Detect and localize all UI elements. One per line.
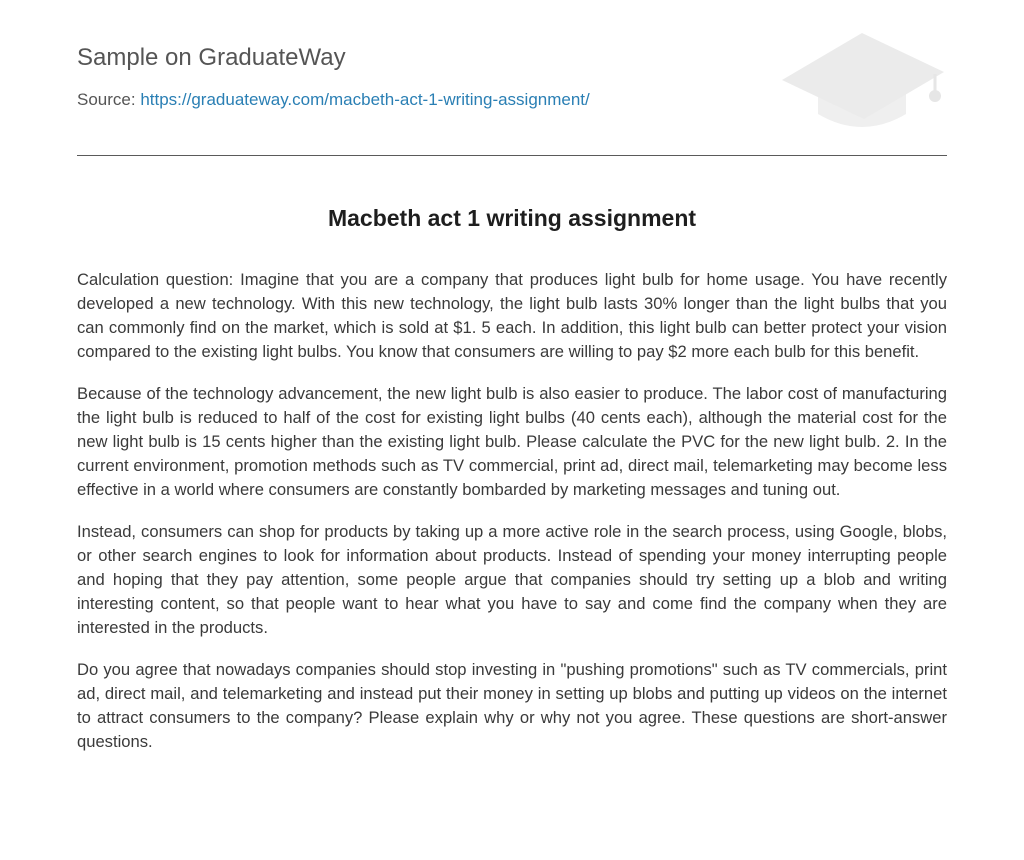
- source-line: [77, 90, 590, 110]
- page-header: [77, 0, 947, 156]
- graduation-cap-icon: [780, 30, 946, 132]
- document-title: Macbeth act 1 writing assignment: [327, 205, 697, 231]
- document-body: [77, 268, 947, 772]
- paragraph: Calculation question: Imagine that you are a company that produces light bulb for home usage. You have recently developed a new technology. With this new technology, the light bulb lasts 30% longer than the light bulbs that you can commonly find on the market, which is sold at $1. 5 each. In addition, this light bulb can better protect your vision compared to the existing light bulbs. You know that consumers are willing to pay $2 more each bulb for this benefit.: [77, 270, 947, 361]
- paragraph: Instead, consumers can shop for products by taking up a more active role in the search process, using Google, blobs, or other search engines to look for information about products. Instead of spending your money interrupting people and hoping that they pay attention, some people argue that companies should try setting up a blob and writing interesting content, so that people want to hear what you have to say and come find the company when they are interested in the products.: [77, 522, 947, 637]
- paragraph: Do you agree that nowadays companies should stop investing in "pushing promotions" such as TV commercials, print ad, direct mail, and telemarketing and instead put their money in setting up blobs and putting up videos on the internet to attract consumers to the company? Please explain why or why not you agree. These questions are short-answer questions.: [77, 660, 947, 751]
- site-title: Sample on GraduateWay: [77, 44, 346, 71]
- source-label: Source:: [77, 90, 136, 109]
- source-link[interactable]: https://graduateway.com/macbeth-act-1-writing-assignment/: [140, 90, 590, 109]
- header-divider: [77, 155, 947, 156]
- paragraph: Because of the technology advancement, the new light bulb is also easier to produce. The labor cost of manufacturing the light bulb is reduced to half of the cost for existing light bulbs (40 cents each), although the material cost for the new light bulb is 15 cents higher than the existing light bulb. Please calculate the PVC for the new light bulb. 2. In the current environment, promotion methods such as TV commercial, print ad, direct mail, telemarketing may become less effective in a world where consumers are constantly bombarded by marketing messages and tuning out.: [77, 384, 947, 499]
